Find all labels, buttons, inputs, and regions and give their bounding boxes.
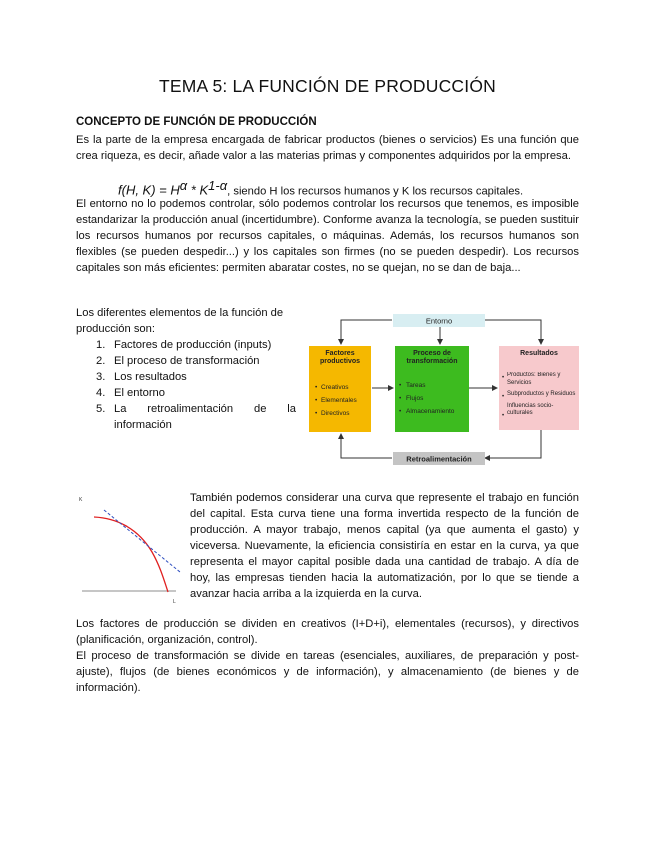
box-bullet: •	[315, 384, 318, 391]
box-bullet: •	[315, 410, 318, 417]
tangent-line	[104, 510, 180, 572]
intro-paragraph: Es la parte de la empresa encargada de fabricar productos (bienes o servicios) Es una función que crea riqueza, es decir, añade valor a las materias primas y componentes adquiridos por la empresa.	[76, 134, 579, 162]
list-text: El entorno	[114, 387, 165, 399]
box-bullet: •	[502, 375, 505, 381]
environment-label: Entorno	[425, 316, 453, 326]
box-item: Productos: Bienes y Servicios	[507, 372, 561, 386]
list-text: información	[114, 419, 172, 431]
list-text: Factores de producción (inputs)	[114, 339, 272, 351]
feedback-label: Retroalimentación	[406, 454, 472, 464]
box-bullet: •	[502, 394, 505, 400]
box-bullet: •	[315, 397, 318, 404]
box-bullet: •	[399, 382, 402, 389]
results-items	[507, 372, 577, 432]
box-title: Proceso de	[413, 350, 451, 357]
production-formula	[118, 178, 523, 198]
list-text: El proceso de transformación	[114, 355, 260, 367]
list-text: Los resultados	[114, 371, 187, 383]
box-item: Almacenamiento	[406, 408, 455, 415]
formula-lhs: f(H, K) = H	[118, 182, 180, 198]
box-item: Creativos	[321, 384, 349, 391]
list-number: 3.	[96, 371, 106, 383]
list-item	[96, 353, 296, 369]
page-title: TEMA 5: LA FUNCIÓN DE PRODUCCIÓN	[158, 76, 496, 96]
curve-paragraph: También podemos considerar una curva que represente el trabajo en función del capital. Esta curva tiene una forma invertida respecto de la función de producción. A mayor trabajo, menos capital (ya que aumenta el gasto) y viceversa. Nuevamente, la eficiencia consistiría en estar en la curva, ya que representa el mayor capital posible dada una cantidad de trabajo. A día de hoy, las empresas tienden hacia la automatización, por lo que se tiende a avanzar hacia arriba a la izquierda en la curva.	[190, 492, 579, 600]
formula-exponent-alpha: α	[179, 178, 188, 193]
connector-arrow	[341, 434, 392, 458]
box-item: Flujos	[406, 395, 424, 402]
formula-exponent-one-minus-alpha: 1-α	[208, 178, 228, 193]
box-title: Resultados	[520, 350, 558, 357]
elements-list	[96, 337, 296, 433]
box-bullet: •	[399, 408, 402, 415]
list-item	[96, 337, 296, 353]
production-curve	[94, 517, 168, 592]
list-number: 4.	[96, 387, 106, 399]
box-title: Factores	[325, 350, 355, 357]
factors-paragraph: Los factores de producción se dividen en creativos (I+D+i), elementales (recursos), y directivos (planificación, organización, control).	[76, 618, 579, 646]
connector-arrow	[485, 430, 541, 458]
x-axis-label: L	[173, 599, 176, 605]
connector-arrow	[485, 320, 541, 344]
connector-arrow	[341, 320, 392, 344]
section-heading: CONCEPTO DE FUNCIÓN DE PRODUCCIÓN	[76, 116, 317, 128]
box-item: Tareas	[406, 382, 426, 389]
list-item-continuation	[96, 417, 296, 433]
list-number: 5.	[96, 403, 106, 415]
list-item	[96, 385, 296, 401]
box-item: Directivos	[321, 410, 350, 417]
list-number: 2.	[96, 355, 106, 367]
list-item	[96, 401, 296, 417]
process-paragraph: El proceso de transformación se divide en tareas (esenciales, auxiliares, de preparación y post-ajuste), flujos (de bienes económicos y de información), y almacenamiento (de bienes y de información).	[76, 650, 579, 694]
elements-intro: Los diferentes elementos de la función de producción son:	[76, 307, 284, 335]
box-title: transformación	[406, 358, 458, 365]
production-diagram	[305, 308, 583, 468]
labor-capital-curve	[76, 492, 186, 612]
list-text: La retroalimentación de la	[114, 403, 296, 415]
formula-explanation: , siendo H los recursos humanos y K los recursos capitales.	[227, 185, 524, 198]
box-item: Influencias socio-culturales	[507, 402, 554, 416]
y-axis-label: K	[79, 497, 83, 503]
list-number: 1.	[96, 339, 106, 351]
box-title: productivos	[319, 358, 361, 365]
environment-paragraph: El entorno no lo podemos controlar, sólo podemos controlar los recursos que tenemos, es imposible estandarizar la producción anual (incertidumbre). Conforme avanza la tecnología, se pueden sustituir los recursos humanos por recursos capitales, o máquinas. Además, los recursos humanos son flexibles (se pueden despedir...) y los capitales son firmes (no se pueden despedir). Los recursos capitales son más eficientes: permiten abaratar costes, no se quejan, no se dan de baja...	[76, 198, 579, 274]
box-bullet: •	[399, 395, 402, 402]
box-bullet: •	[502, 413, 505, 419]
list-item	[96, 369, 296, 385]
formula-multiplier: * K	[187, 182, 209, 198]
box-item: Elementales	[321, 397, 357, 404]
box-item: Subproductos y Residuos	[507, 391, 576, 397]
